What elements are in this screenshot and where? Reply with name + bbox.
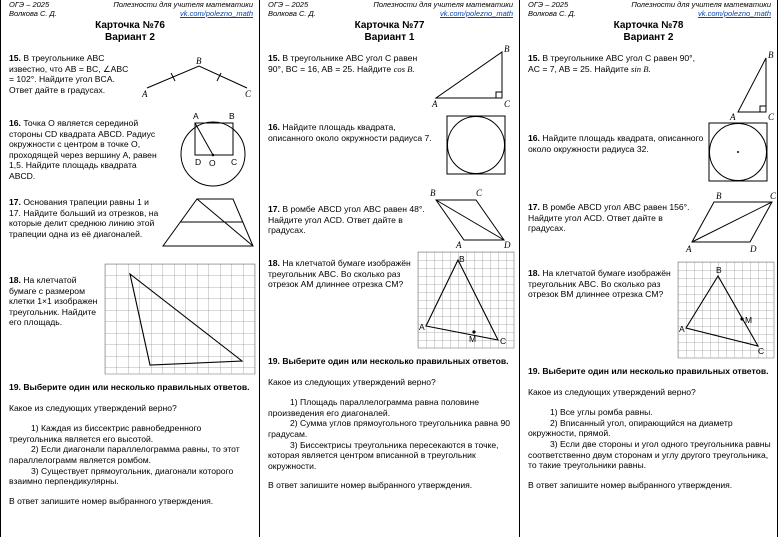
vk-link[interactable]: vk.com/polezno_math	[180, 8, 253, 18]
header-left: ОГЭ – 2025 Волкова С. Д.	[268, 0, 316, 18]
header-left: ОГЭ – 2025 Волкова С. Д.	[9, 0, 57, 18]
header-left: ОГЭ – 2025 Волкова С. Д.	[528, 0, 576, 18]
task-17: 17. Основания трапеции равны 1 и 17. Найдите больший из отрезков, на которые делит среднюю линию этой трапеции одна из её диагоналей.	[9, 197, 159, 239]
task-17: 17. В ромбе ABCD угол ABC равен 156°. Найдите угол ACD. Ответ дайте в градусах.	[528, 202, 690, 234]
figure-rhombus	[428, 186, 516, 250]
card-78	[520, 0, 778, 537]
svg-text:B: B	[459, 254, 465, 264]
figure-square-circle	[179, 110, 255, 172]
figure-trapezoid	[159, 196, 257, 248]
task-15: 15. В треугольнике ABC известно, что AB = BC, ∠ABC = 102°. Найдите угол BCA. Ответ дайте в градусах.	[9, 53, 129, 95]
svg-text:C: C	[231, 157, 238, 167]
svg-text:C: C	[768, 112, 775, 122]
figure-grid-triangle	[678, 262, 774, 358]
svg-text:A: A	[193, 111, 199, 121]
task-19: 19. Выберите один или несколько правильных ответов. Какое из следующих утверждений верно? 1) Площадь параллелограмма равна половине произведения его диагоналей. 2) Сумма углов прямоугольного треугольника равна 90 градусам. 3) Биссектрисы треугольника пересекаются в точке, которая является центром вписанной в треугольник окружности. В ответ запишите номер выбранного утверждения.	[268, 356, 511, 491]
svg-text:D: D	[750, 244, 757, 254]
svg-text:B: B	[716, 265, 722, 275]
svg-text:A: A	[432, 99, 438, 109]
svg-text:C: C	[758, 346, 765, 356]
task-15: 15. В треугольнике ABC угол C равен 90°, BC = 16, AB = 25. Найдите cos B.	[268, 53, 418, 74]
svg-text:B: B	[504, 44, 510, 54]
vk-link[interactable]: vk.com/polezno_math	[698, 8, 771, 18]
svg-text:M: M	[745, 315, 753, 325]
task-16: 16. Найдите площадь квадрата, описанного около окружности радиуса 7.	[268, 122, 432, 143]
svg-text:C: C	[476, 188, 483, 198]
card-title: Карточка №76 Вариант 2	[95, 20, 165, 43]
task-15: 15. В треугольнике ABC угол C равен 90°, AC = 7, AB = 25. Найдите sin B.	[528, 53, 695, 74]
task-19: 19. Выберите один или несколько правильных ответов. Какое из следующих утверждений верно? 1) Каждая из биссектрис равнобедренного треугольника является его высотой. 2) Если диагонали параллелограмма равны, то этот параллелограмм является ромбом. 3) Существует прямоугольник, диагонали которого взаимно перпендикулярны. В ответ запишите номер выбранного утверждения.	[9, 382, 250, 506]
card-title: Карточка №77 Вариант 1	[354, 20, 425, 43]
task-16: 16. Найдите площадь квадрата, описанного около окружности радиуса 32.	[528, 133, 704, 154]
task-18: 18. На клетчатой бумаге изображён треугольник ABC. Во сколько раз отрезок AM длиннее отрезка CM?	[268, 258, 411, 290]
svg-text:B: B	[196, 56, 202, 66]
task-17: 17. В ромбе ABCD угол ABC равен 48°. Найдите угол ACD. Ответ дайте в градусах.	[268, 204, 425, 236]
header-right: Полезности для учителя математики vk.com/polezno_math	[631, 0, 771, 18]
svg-text:B: B	[430, 188, 436, 198]
svg-text:A: A	[142, 89, 148, 99]
figure-right-triangle	[432, 46, 518, 108]
svg-text:A: A	[679, 324, 685, 334]
svg-text:C: C	[504, 99, 511, 109]
figure-square-circumscribed	[708, 122, 770, 184]
vk-link[interactable]: vk.com/polezno_math	[440, 8, 513, 18]
card-77	[260, 0, 520, 537]
figure-rhombus	[684, 190, 778, 254]
header-right: Полезности для учителя математики vk.com/polezno_math	[113, 0, 253, 18]
svg-text:B: B	[716, 191, 722, 201]
task-19: 19. Выберите один или несколько правильных ответов. Какое из следующих утверждений верно? 1) Все углы ромба равны. 2) Вписанный угол, опирающийся на диаметр окружности, прямой. 3) Если две стороны и угол одного треугольника равны соответственно двум сторонам и углу другого треугольника, то такие треугольники равны. В ответ запишите номер выбранного утверждения.	[528, 366, 771, 490]
svg-text:C: C	[500, 336, 507, 346]
figure-square-circumscribed	[446, 115, 508, 177]
figure-grid-triangle	[418, 252, 514, 348]
svg-text:C: C	[245, 89, 252, 99]
svg-text:O: O	[209, 158, 216, 168]
card-title: Карточка №78 Вариант 2	[613, 20, 684, 43]
header-right: Полезности для учителя математики vk.com/polezno_math	[373, 0, 513, 18]
svg-text:D: D	[504, 240, 511, 250]
figure-right-triangle	[726, 52, 778, 120]
svg-text:D: D	[195, 157, 202, 167]
svg-text:B: B	[768, 50, 774, 60]
svg-text:C: C	[770, 191, 777, 201]
svg-text:A: A	[730, 112, 736, 122]
svg-text:M: M	[469, 334, 477, 344]
svg-text:A: A	[456, 240, 462, 250]
task-18: 18. На клетчатой бумаге изображён треугольник ABC. Во сколько раз отрезок BM длиннее отрезка CM?	[528, 268, 671, 300]
figure-grid-triangle	[105, 264, 255, 374]
task-16: 16. Точка O является серединой стороны CD квадрата ABCD. Радиус окружности с центром в точке O, проходящей через вершину A, равен 1,5. Найдите площадь квадрата ABCD.	[9, 118, 157, 181]
figure-isosceles-triangle	[141, 58, 253, 98]
card-76	[0, 0, 260, 537]
svg-text:B: B	[229, 111, 235, 121]
svg-text:A: A	[419, 322, 425, 332]
task-18: 18. На клетчатой бумаге с размером клетки 1×1 изображен треугольник. Найдите его площадь.	[9, 275, 98, 328]
svg-text:A: A	[686, 244, 692, 254]
